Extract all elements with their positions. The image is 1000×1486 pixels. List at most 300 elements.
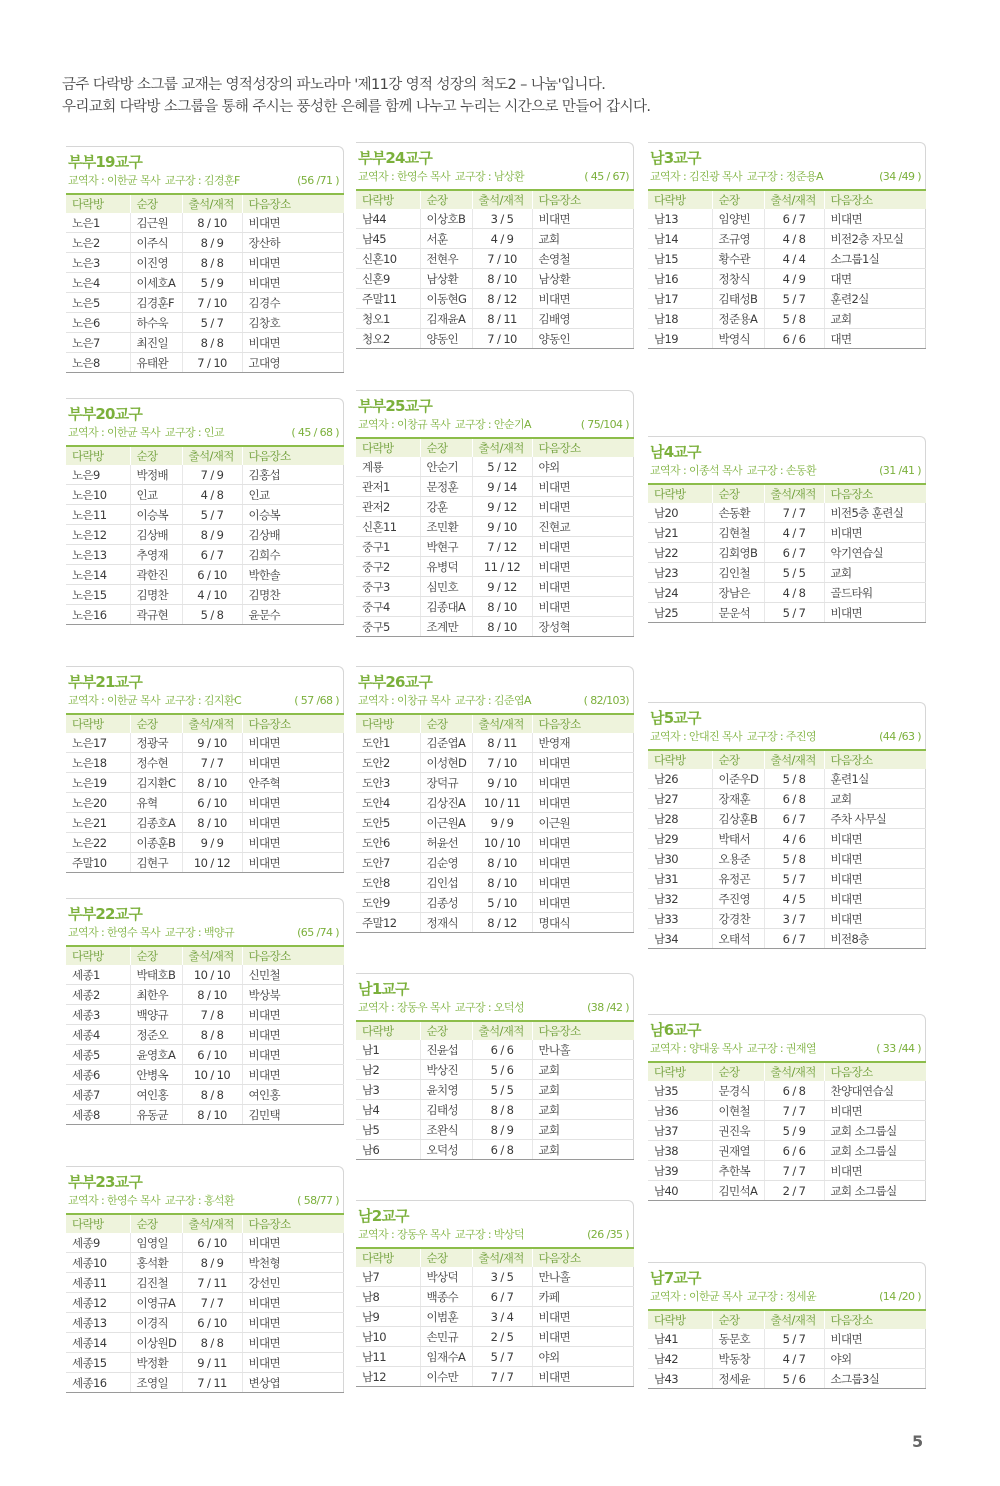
table-cell: 7 / 10	[472, 329, 532, 349]
table-cell: 김종호A	[130, 813, 182, 833]
table-header-cell: 다음장소	[242, 1214, 344, 1233]
table-cell: 6 / 7	[764, 809, 824, 829]
group-table	[648, 1061, 926, 1201]
table-cell: 이승복	[242, 505, 344, 525]
group-count: ( 75/104 )	[580, 418, 629, 431]
table-cell: 8 / 10	[472, 269, 532, 289]
table-header-cell: 순장	[130, 714, 182, 733]
table-row	[648, 1349, 926, 1369]
table-cell: 김홍섭	[242, 465, 344, 485]
table-cell: 동문호	[712, 1329, 764, 1349]
group-leader: 교구장 : 손동환	[746, 464, 816, 477]
table-cell: 김민택	[242, 1105, 344, 1125]
table-cell: 청오1	[356, 309, 420, 329]
table-cell: 4 / 8	[764, 229, 824, 249]
table-cell: 추영재	[130, 545, 182, 565]
table-cell: 2 / 7	[764, 1181, 824, 1201]
table-cell: 7 / 10	[182, 353, 242, 373]
table-cell: 비대면	[824, 869, 926, 889]
table-row	[356, 1080, 634, 1100]
table-cell: 7 / 7	[182, 1293, 242, 1313]
table-cell: 비대면	[242, 1045, 344, 1065]
table-cell: 김경수	[242, 293, 344, 313]
table-cell: 여인홍	[242, 1085, 344, 1105]
table-row	[356, 249, 634, 269]
table-row	[648, 929, 926, 949]
group-block	[356, 1200, 634, 1387]
table-row	[356, 773, 634, 793]
table-cell: 비대면	[824, 603, 926, 623]
table-cell: 노은19	[66, 773, 130, 793]
table-row	[356, 517, 634, 537]
table-cell: 비전8층	[824, 929, 926, 949]
table-cell: 조계만	[420, 617, 472, 637]
table-cell: 박현구	[420, 537, 472, 557]
table-header-cell: 다음장소	[242, 446, 344, 465]
table-cell: 7 / 7	[764, 1101, 824, 1121]
table-row	[648, 789, 926, 809]
table-cell: 비대면	[242, 853, 344, 873]
table-header-cell: 다음장소	[532, 1021, 634, 1040]
table-cell: 남8	[356, 1287, 420, 1307]
table-cell: 장남은	[712, 583, 764, 603]
table-cell: 8 / 11	[472, 309, 532, 329]
group-block	[66, 146, 344, 373]
table-row	[66, 1233, 344, 1253]
group-table	[66, 945, 344, 1125]
table-cell: 장재훈	[712, 789, 764, 809]
table-row	[356, 813, 634, 833]
table-cell: 8 / 8	[182, 253, 242, 273]
table-cell: 만나홀	[532, 1267, 634, 1287]
table-cell: 노은6	[66, 313, 130, 333]
table-cell: 조규영	[712, 229, 764, 249]
group-title: 남7교구	[650, 1269, 701, 1287]
group-count: ( 45 / 67)	[584, 170, 629, 183]
table-cell: 교회 소그룹실	[824, 1141, 926, 1161]
table-cell: 비대면	[824, 1161, 926, 1181]
table-cell: 노은13	[66, 545, 130, 565]
table-cell: 남2	[356, 1060, 420, 1080]
table-header-cell: 순장	[712, 190, 764, 209]
table-cell: 세종16	[66, 1373, 130, 1393]
table-cell: 비대면	[242, 1293, 344, 1313]
table-cell: 비대면	[824, 1101, 926, 1121]
table-header-cell: 다음장소	[532, 438, 634, 457]
table-cell: 5 / 10	[472, 893, 532, 913]
table-cell: 정세윤	[712, 1369, 764, 1389]
table-row	[356, 309, 634, 329]
intro-text	[62, 74, 962, 118]
table-cell: 이근원	[532, 813, 634, 833]
table-row	[648, 603, 926, 623]
table-row	[356, 497, 634, 517]
table-cell: 남32	[648, 889, 712, 909]
table-row	[356, 329, 634, 349]
table-cell: 김순영	[420, 853, 472, 873]
table-row	[356, 733, 634, 753]
table-cell: 6 / 8	[472, 1140, 532, 1160]
group-info	[66, 423, 343, 440]
table-cell: 정수현	[130, 753, 182, 773]
table-cell: 노은18	[66, 753, 130, 773]
table-row	[66, 1293, 344, 1313]
table-cell: 임영일	[130, 1233, 182, 1253]
table-row	[66, 793, 344, 813]
table-cell: 김회영B	[712, 543, 764, 563]
table-cell: 세종10	[66, 1253, 130, 1273]
table-row	[66, 293, 344, 313]
table-header-cell: 다음장소	[824, 750, 926, 769]
table-row	[356, 209, 634, 229]
table-cell: 오용준	[712, 849, 764, 869]
table-cell: 도안3	[356, 773, 420, 793]
table-cell: 4 / 8	[764, 583, 824, 603]
table-cell: 신혼10	[356, 249, 420, 269]
table-row	[66, 213, 344, 233]
table-row	[66, 1273, 344, 1293]
table-header-cell: 출석/재적	[472, 1248, 532, 1267]
group-table	[356, 1247, 634, 1387]
table-cell: 비대면	[532, 773, 634, 793]
table-cell: 카페	[532, 1287, 634, 1307]
table-header-cell: 출석/재적	[472, 438, 532, 457]
group-staff	[358, 1227, 526, 1242]
table-cell: 남25	[648, 603, 712, 623]
group-leader: 교구장 : 김경훈F	[164, 174, 240, 187]
group-frame	[648, 436, 926, 623]
table-cell: 7 / 7	[472, 1367, 532, 1387]
table-cell: 노은8	[66, 353, 130, 373]
table-cell: 반영재	[532, 733, 634, 753]
table-cell: 중구5	[356, 617, 420, 637]
table-cell: 곽한진	[130, 565, 182, 585]
group-title: 부부21교구	[68, 673, 143, 691]
group-info	[648, 727, 925, 744]
group-block	[356, 142, 634, 349]
table-cell: 유병덕	[420, 557, 472, 577]
table-cell: 김재윤A	[420, 309, 472, 329]
table-row	[356, 1140, 634, 1160]
table-cell: 남30	[648, 849, 712, 869]
table-cell: 장덕규	[420, 773, 472, 793]
group-count: (34 /49 )	[879, 170, 921, 183]
table-cell: 추한복	[712, 1161, 764, 1181]
table-cell: 8 / 10	[472, 873, 532, 893]
table-header-cell: 출석/재적	[472, 1021, 532, 1040]
group-frame	[648, 1014, 926, 1201]
table-cell: 비대면	[532, 289, 634, 309]
table-cell: 김종성	[420, 893, 472, 913]
table-cell: 안병옥	[130, 1065, 182, 1085]
table-row	[648, 909, 926, 929]
table-cell: 2 / 5	[472, 1327, 532, 1347]
table-cell: 손민규	[420, 1327, 472, 1347]
table-cell: 도안6	[356, 833, 420, 853]
table-cell: 비전5층 훈련실	[824, 503, 926, 523]
table-cell: 장산하	[242, 233, 344, 253]
table-cell: 대면	[824, 269, 926, 289]
table-cell: 박상덕	[420, 1267, 472, 1287]
table-cell: 악기연습실	[824, 543, 926, 563]
table-cell: 관저2	[356, 497, 420, 517]
group-title: 남4교구	[650, 443, 701, 461]
table-row	[356, 1040, 634, 1060]
group-staff	[358, 693, 533, 708]
table-row	[648, 543, 926, 563]
table-cell: 비대면	[242, 1065, 344, 1085]
table-cell: 김지환C	[130, 773, 182, 793]
table-row	[356, 269, 634, 289]
group-leader: 교구장 : 주진영	[746, 730, 816, 743]
table-row	[66, 1373, 344, 1393]
table-cell: 남상환	[420, 269, 472, 289]
table-row	[66, 1025, 344, 1045]
group-staff	[650, 1289, 818, 1304]
table-cell: 김상배	[242, 525, 344, 545]
table-row	[648, 849, 926, 869]
table-header-cell: 순장	[420, 1021, 472, 1040]
table-cell: 5 / 5	[472, 1080, 532, 1100]
table-cell: 세종13	[66, 1313, 130, 1333]
table-cell: 비대면	[242, 1025, 344, 1045]
group-table	[648, 483, 926, 623]
table-cell: 비대면	[242, 833, 344, 853]
group-frame	[648, 1262, 926, 1389]
table-cell: 남33	[648, 909, 712, 929]
table-cell: 신혼9	[356, 269, 420, 289]
table-cell: 김창호	[242, 313, 344, 333]
group-info	[648, 1287, 925, 1304]
table-header-cell: 다락방	[356, 438, 420, 457]
table-cell: 윤치영	[420, 1080, 472, 1100]
table-cell: 여인홍	[130, 1085, 182, 1105]
group-count: (14 /20 )	[879, 1290, 921, 1303]
table-row	[648, 1161, 926, 1181]
table-cell: 비대면	[532, 477, 634, 497]
table-cell: 10 / 10	[472, 833, 532, 853]
table-header-cell: 순장	[712, 484, 764, 503]
table-cell: 6 / 7	[764, 543, 824, 563]
table-cell: 도안7	[356, 853, 420, 873]
table-cell: 청오2	[356, 329, 420, 349]
table-row	[648, 563, 926, 583]
group-count: (65 /74 )	[297, 926, 339, 939]
table-cell: 11 / 12	[472, 557, 532, 577]
group-count: (44 /63 )	[879, 730, 921, 743]
table-cell: 노은11	[66, 505, 130, 525]
table-cell: 9 / 11	[182, 1353, 242, 1373]
table-cell: 7 / 10	[472, 249, 532, 269]
table-cell: 주말11	[356, 289, 420, 309]
table-cell: 노은9	[66, 465, 130, 485]
group-pastor: 교역자 : 양대웅 목사	[650, 1042, 743, 1055]
group-table	[648, 189, 926, 349]
table-cell: 6 / 7	[182, 545, 242, 565]
table-cell: 9 / 10	[182, 733, 242, 753]
table-cell: 김태성	[420, 1100, 472, 1120]
table-cell: 6 / 7	[764, 209, 824, 229]
table-row	[356, 793, 634, 813]
table-cell: 남13	[648, 209, 712, 229]
table-cell: 최한우	[130, 985, 182, 1005]
group-leader: 교구장 : 김지환C	[164, 694, 242, 707]
group-staff	[650, 729, 818, 744]
table-cell: 임양빈	[712, 209, 764, 229]
group-leader: 교구장 : 인교	[164, 426, 224, 439]
table-cell: 4 / 9	[764, 269, 824, 289]
group-info	[66, 171, 343, 188]
table-cell: 노은5	[66, 293, 130, 313]
table-row	[66, 333, 344, 353]
table-header-row	[66, 946, 344, 965]
table-header-row	[356, 438, 634, 457]
table-cell: 남28	[648, 809, 712, 829]
table-cell: 조영일	[130, 1373, 182, 1393]
table-cell: 교회	[532, 1100, 634, 1120]
table-cell: 10 / 10	[182, 965, 242, 985]
table-cell: 남7	[356, 1267, 420, 1287]
table-cell: 비대면	[242, 793, 344, 813]
table-cell: 찬양대연습실	[824, 1081, 926, 1101]
group-table	[356, 1020, 634, 1160]
table-cell: 8 / 9	[182, 233, 242, 253]
table-cell: 이근원A	[420, 813, 472, 833]
table-cell: 박정배	[130, 465, 182, 485]
table-cell: 비대면	[532, 597, 634, 617]
table-cell: 비대면	[532, 853, 634, 873]
table-cell: 진윤섭	[420, 1040, 472, 1060]
group-table	[66, 1213, 344, 1393]
table-cell: 남12	[356, 1367, 420, 1387]
table-cell: 8 / 9	[182, 525, 242, 545]
table-cell: 비대면	[824, 209, 926, 229]
table-cell: 훈련2실	[824, 289, 926, 309]
table-cell: 남44	[356, 209, 420, 229]
group-frame	[648, 702, 926, 949]
table-row	[66, 1085, 344, 1105]
table-row	[648, 269, 926, 289]
table-header-cell: 다락방	[66, 194, 130, 213]
table-cell: 비대면	[242, 1353, 344, 1373]
table-cell: 변상엽	[242, 1373, 344, 1393]
table-row	[356, 1307, 634, 1327]
group-title: 부부22교구	[68, 905, 143, 923]
table-row	[356, 477, 634, 497]
group-table	[66, 445, 344, 625]
table-cell: 5 / 8	[764, 309, 824, 329]
table-cell: 비대면	[532, 753, 634, 773]
group-frame	[648, 142, 926, 349]
table-cell: 남26	[648, 769, 712, 789]
table-cell: 8 / 8	[182, 1025, 242, 1045]
group-leader: 교구장 : 오덕성	[454, 1001, 524, 1014]
table-header-cell: 순장	[712, 750, 764, 769]
table-row	[66, 1253, 344, 1273]
table-row	[66, 985, 344, 1005]
table-cell: 박태호B	[130, 965, 182, 985]
table-cell: 8 / 9	[472, 1120, 532, 1140]
table-cell: 7 / 12	[472, 537, 532, 557]
table-header-row	[66, 1214, 344, 1233]
table-cell: 교회	[532, 229, 634, 249]
table-cell: 5 / 8	[764, 849, 824, 869]
table-row	[356, 833, 634, 853]
table-header-cell: 다락방	[648, 1310, 712, 1329]
table-cell: 이준우D	[712, 769, 764, 789]
group-count: (31 /41 )	[879, 464, 921, 477]
table-row	[648, 309, 926, 329]
table-cell: 김상훈B	[712, 809, 764, 829]
table-header-row	[648, 484, 926, 503]
table-row	[648, 1369, 926, 1389]
table-cell: 비대면	[532, 873, 634, 893]
group-frame	[66, 398, 344, 625]
group-staff	[650, 463, 818, 478]
page-number: 5	[912, 1432, 924, 1451]
group-staff	[650, 1041, 818, 1056]
table-cell: 주진영	[712, 889, 764, 909]
group-info	[356, 167, 633, 184]
table-header-row	[66, 194, 344, 213]
table-cell: 도안4	[356, 793, 420, 813]
table-row	[66, 813, 344, 833]
group-title: 남5교구	[650, 709, 701, 727]
table-cell: 김상배	[130, 525, 182, 545]
table-cell: 비대면	[824, 829, 926, 849]
group-title: 부부20교구	[68, 405, 143, 423]
group-title: 남6교구	[650, 1021, 701, 1039]
table-cell: 교회	[824, 563, 926, 583]
table-cell: 중구1	[356, 537, 420, 557]
table-row	[648, 249, 926, 269]
table-header-cell: 출석/재적	[764, 484, 824, 503]
group-leader: 교구장 : 안순기A	[454, 418, 531, 431]
group-block	[66, 398, 344, 625]
table-cell: 이수만	[420, 1367, 472, 1387]
group-staff	[68, 693, 243, 708]
table-cell: 비대면	[532, 833, 634, 853]
table-cell: 강경찬	[712, 909, 764, 929]
table-cell: 교회	[532, 1120, 634, 1140]
table-cell: 남42	[648, 1349, 712, 1369]
table-cell: 8 / 10	[182, 773, 242, 793]
table-cell: 남27	[648, 789, 712, 809]
table-cell: 김현철	[712, 523, 764, 543]
table-cell: 관저1	[356, 477, 420, 497]
table-cell: 교회 소그룹실	[824, 1181, 926, 1201]
table-cell: 5 / 12	[472, 457, 532, 477]
table-cell: 10 / 10	[182, 1065, 242, 1085]
table-cell: 5 / 7	[472, 1347, 532, 1367]
table-cell: 강훈	[420, 497, 472, 517]
intro-line-1: 금주 다락방 소그룹 교재는 영적성장의 파노라마 '제11강 영적 성장의 척도2 – 나눔'입니다.	[62, 77, 606, 93]
table-cell: 비대면	[242, 1005, 344, 1025]
table-row	[356, 853, 634, 873]
table-row	[356, 1267, 634, 1287]
group-count: (26 /35 )	[587, 1228, 629, 1241]
table-cell: 인교	[130, 485, 182, 505]
group-block	[648, 1262, 926, 1389]
table-cell: 8 / 10	[472, 617, 532, 637]
table-cell: 세종11	[66, 1273, 130, 1293]
group-block	[66, 898, 344, 1125]
group-table	[356, 189, 634, 349]
table-cell: 이현철	[712, 1101, 764, 1121]
group-leader: 교구장 : 홍석환	[164, 1194, 234, 1207]
table-cell: 조완식	[420, 1120, 472, 1140]
table-row	[66, 505, 344, 525]
